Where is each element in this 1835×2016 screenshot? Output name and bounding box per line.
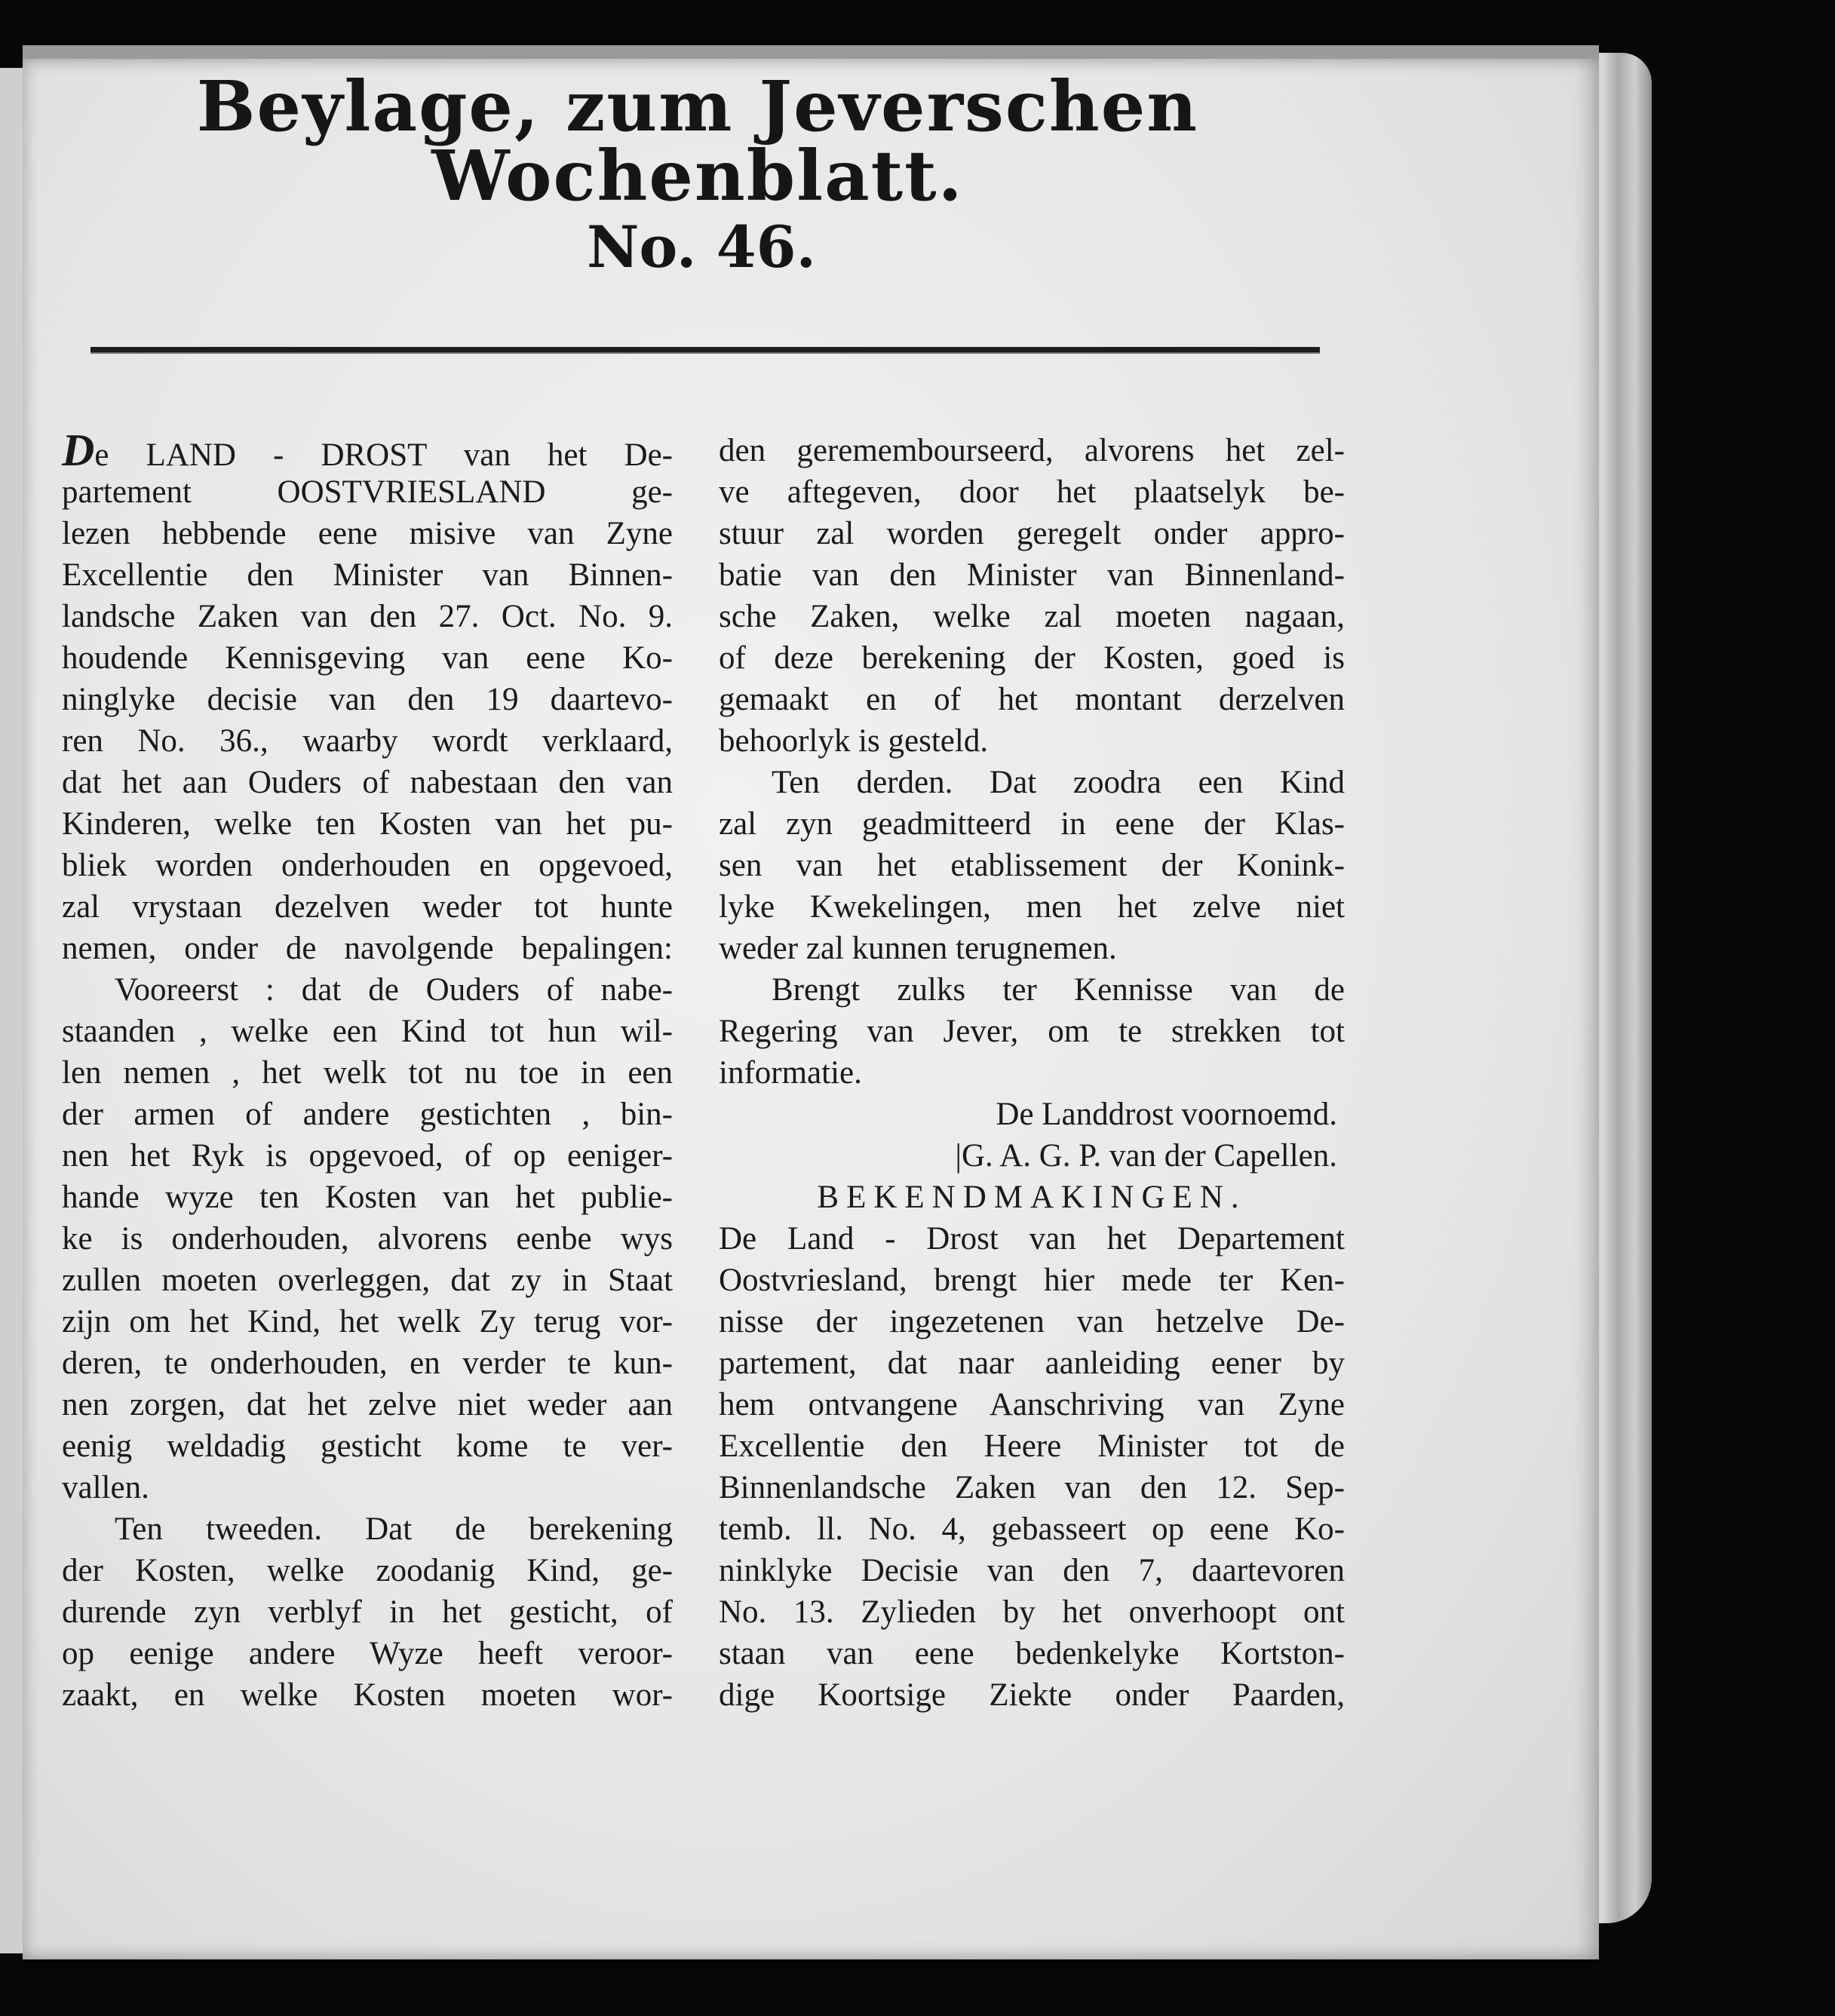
text-line: informatie. bbox=[719, 1055, 862, 1091]
text-line: vallen. bbox=[62, 1470, 149, 1505]
text-line: ve aftegeven, door het plaatselyk be- bbox=[719, 474, 1345, 510]
text-line: ninklyke Decisie van den 7, daartevoren bbox=[719, 1553, 1345, 1588]
text-line: bliek worden onderhouden en opgevoed, bbox=[62, 848, 673, 883]
section-heading: BEKENDMAKINGEN. bbox=[817, 1180, 1247, 1215]
text-line: Binnenlandsche Zaken van den 12. Sep- bbox=[719, 1470, 1345, 1505]
text-line: De LAND - DROST van het De- bbox=[62, 425, 673, 475]
issue-number: No. 46. bbox=[587, 213, 816, 281]
text-line: Oostvriesland, brengt hier mede ter Ken- bbox=[719, 1263, 1345, 1298]
text-line: ren No. 36., waarby wordt verklaard, bbox=[62, 723, 673, 759]
left-column bbox=[62, 425, 673, 1716]
text-line: hem ontvangene Aanschriving van Zyne bbox=[719, 1387, 1345, 1422]
text-line: Vooreerst : dat de Ouders of nabe- bbox=[115, 972, 673, 1008]
text-line: temb. ll. No. 4, gebasseert op eene Ko- bbox=[719, 1511, 1345, 1547]
text-line: Ten tweeden. Dat de berekening bbox=[115, 1511, 673, 1547]
text-line: zaakt, en welke Kosten moeten wor- bbox=[62, 1677, 673, 1713]
text-line: Regering van Jever, om te strekken tot bbox=[719, 1014, 1345, 1049]
text-line: lezen hebbende eene misive van Zyne bbox=[62, 516, 673, 551]
text-line: Ten derden. Dat zoodra een Kind bbox=[772, 765, 1345, 800]
text-line: dige Koortsige Ziekte onder Paarden, bbox=[719, 1677, 1345, 1713]
text-line: durende zyn verblyf in het gesticht, of bbox=[62, 1594, 673, 1630]
text-line: lyke Kwekelingen, men het zelve niet bbox=[719, 889, 1345, 925]
text-line: ke is onderhouden, alvorens eenbe wys bbox=[62, 1221, 673, 1257]
text-line: der armen of andere gestichten , bin- bbox=[62, 1097, 673, 1132]
text-line: der Kosten, welke zoodanig Kind, ge- bbox=[62, 1553, 673, 1588]
text-line: sen van het etablissement der Konink- bbox=[719, 848, 1345, 883]
drop-cap: D bbox=[62, 425, 95, 475]
text-line: eenig weldadig gesticht kome te ver- bbox=[62, 1428, 673, 1464]
text-line: op eenige andere Wyze heeft veroor- bbox=[62, 1636, 673, 1671]
text-line: nemen, onder de navolgende bepalingen: bbox=[62, 931, 673, 966]
text-line: len nemen , het welk tot nu toe in een bbox=[62, 1055, 673, 1091]
text-line: nen zorgen, dat het zelve niet weder aan bbox=[62, 1387, 673, 1422]
text-line: partement OOSTVRIESLAND ge- bbox=[62, 474, 673, 510]
text-line: weder zal kunnen terugnemen. bbox=[719, 931, 1117, 966]
text-line: zal zyn geadmitteerd in eene der Klas- bbox=[719, 806, 1345, 842]
text-line: Kinderen, welke ten Kosten van het pu- bbox=[62, 806, 673, 842]
text-line: nisse der ingezetenen van hetzelve De- bbox=[719, 1304, 1345, 1339]
text-line: gemaakt en of het montant derzelven bbox=[719, 682, 1345, 717]
signature-name: |G. A. G. P. van der Capellen. bbox=[955, 1138, 1337, 1174]
text-line: houdende Kennisgeving van eene Ko- bbox=[62, 640, 673, 676]
text-line: partement, dat naar aanleiding eener by bbox=[719, 1346, 1345, 1381]
text-line: zijn om het Kind, het welk Zy terug vor- bbox=[62, 1304, 673, 1339]
text-line: batie van den Minister van Binnenland- bbox=[719, 557, 1345, 593]
text-line: deren, te onderhouden, en verder te kun- bbox=[62, 1346, 673, 1381]
text-line: staan van eene bedenkelyke Kortston- bbox=[719, 1636, 1345, 1671]
text-line: ninglyke decisie van den 19 daartevo- bbox=[62, 682, 673, 717]
text-line: Brengt zulks ter Kennisse van de bbox=[772, 972, 1345, 1008]
text-line: dat het aan Ouders of nabestaan den van bbox=[62, 765, 673, 800]
text-line: staanden , welke een Kind tot hun wil- bbox=[62, 1014, 673, 1049]
text-line: of deze berekening der Kosten, goed is bbox=[719, 640, 1345, 676]
adjacent-page-edge bbox=[0, 68, 23, 1953]
text-line: zal vrystaan dezelven weder tot hunte bbox=[62, 889, 673, 925]
text-line: De Land - Drost van het Departement bbox=[719, 1221, 1345, 1257]
masthead-rule bbox=[91, 347, 1320, 354]
text-line: sche Zaken, welke zal moeten nagaan, bbox=[719, 599, 1345, 634]
text-line: den geremembourseerd, alvorens het zel- bbox=[719, 433, 1345, 468]
text-line: hande wyze ten Kosten van het publie- bbox=[62, 1180, 673, 1215]
text-line: behoorlyk is gesteld. bbox=[719, 723, 989, 759]
text-line: nen het Ryk is opgevoed, of op eeniger- bbox=[62, 1138, 673, 1174]
right-column bbox=[719, 430, 1345, 1716]
signature-title: De Landdrost voornoemd. bbox=[996, 1097, 1337, 1132]
text-line: zullen moeten overleggen, dat zy in Staat bbox=[62, 1263, 673, 1298]
text-line: No. 13. Zylieden by het onverhoopt ont bbox=[719, 1594, 1345, 1630]
text-line: landsche Zaken van den 27. Oct. No. 9. bbox=[62, 599, 673, 634]
text-line: stuur zal worden geregelt onder appro- bbox=[719, 516, 1345, 551]
masthead-title: Beylage, zum Jeverschen Wochenblatt. bbox=[196, 66, 1199, 216]
text-line: Excellentie den Heere Minister tot de bbox=[719, 1428, 1345, 1464]
text-line: Excellentie den Minister van Binnen- bbox=[62, 557, 673, 593]
